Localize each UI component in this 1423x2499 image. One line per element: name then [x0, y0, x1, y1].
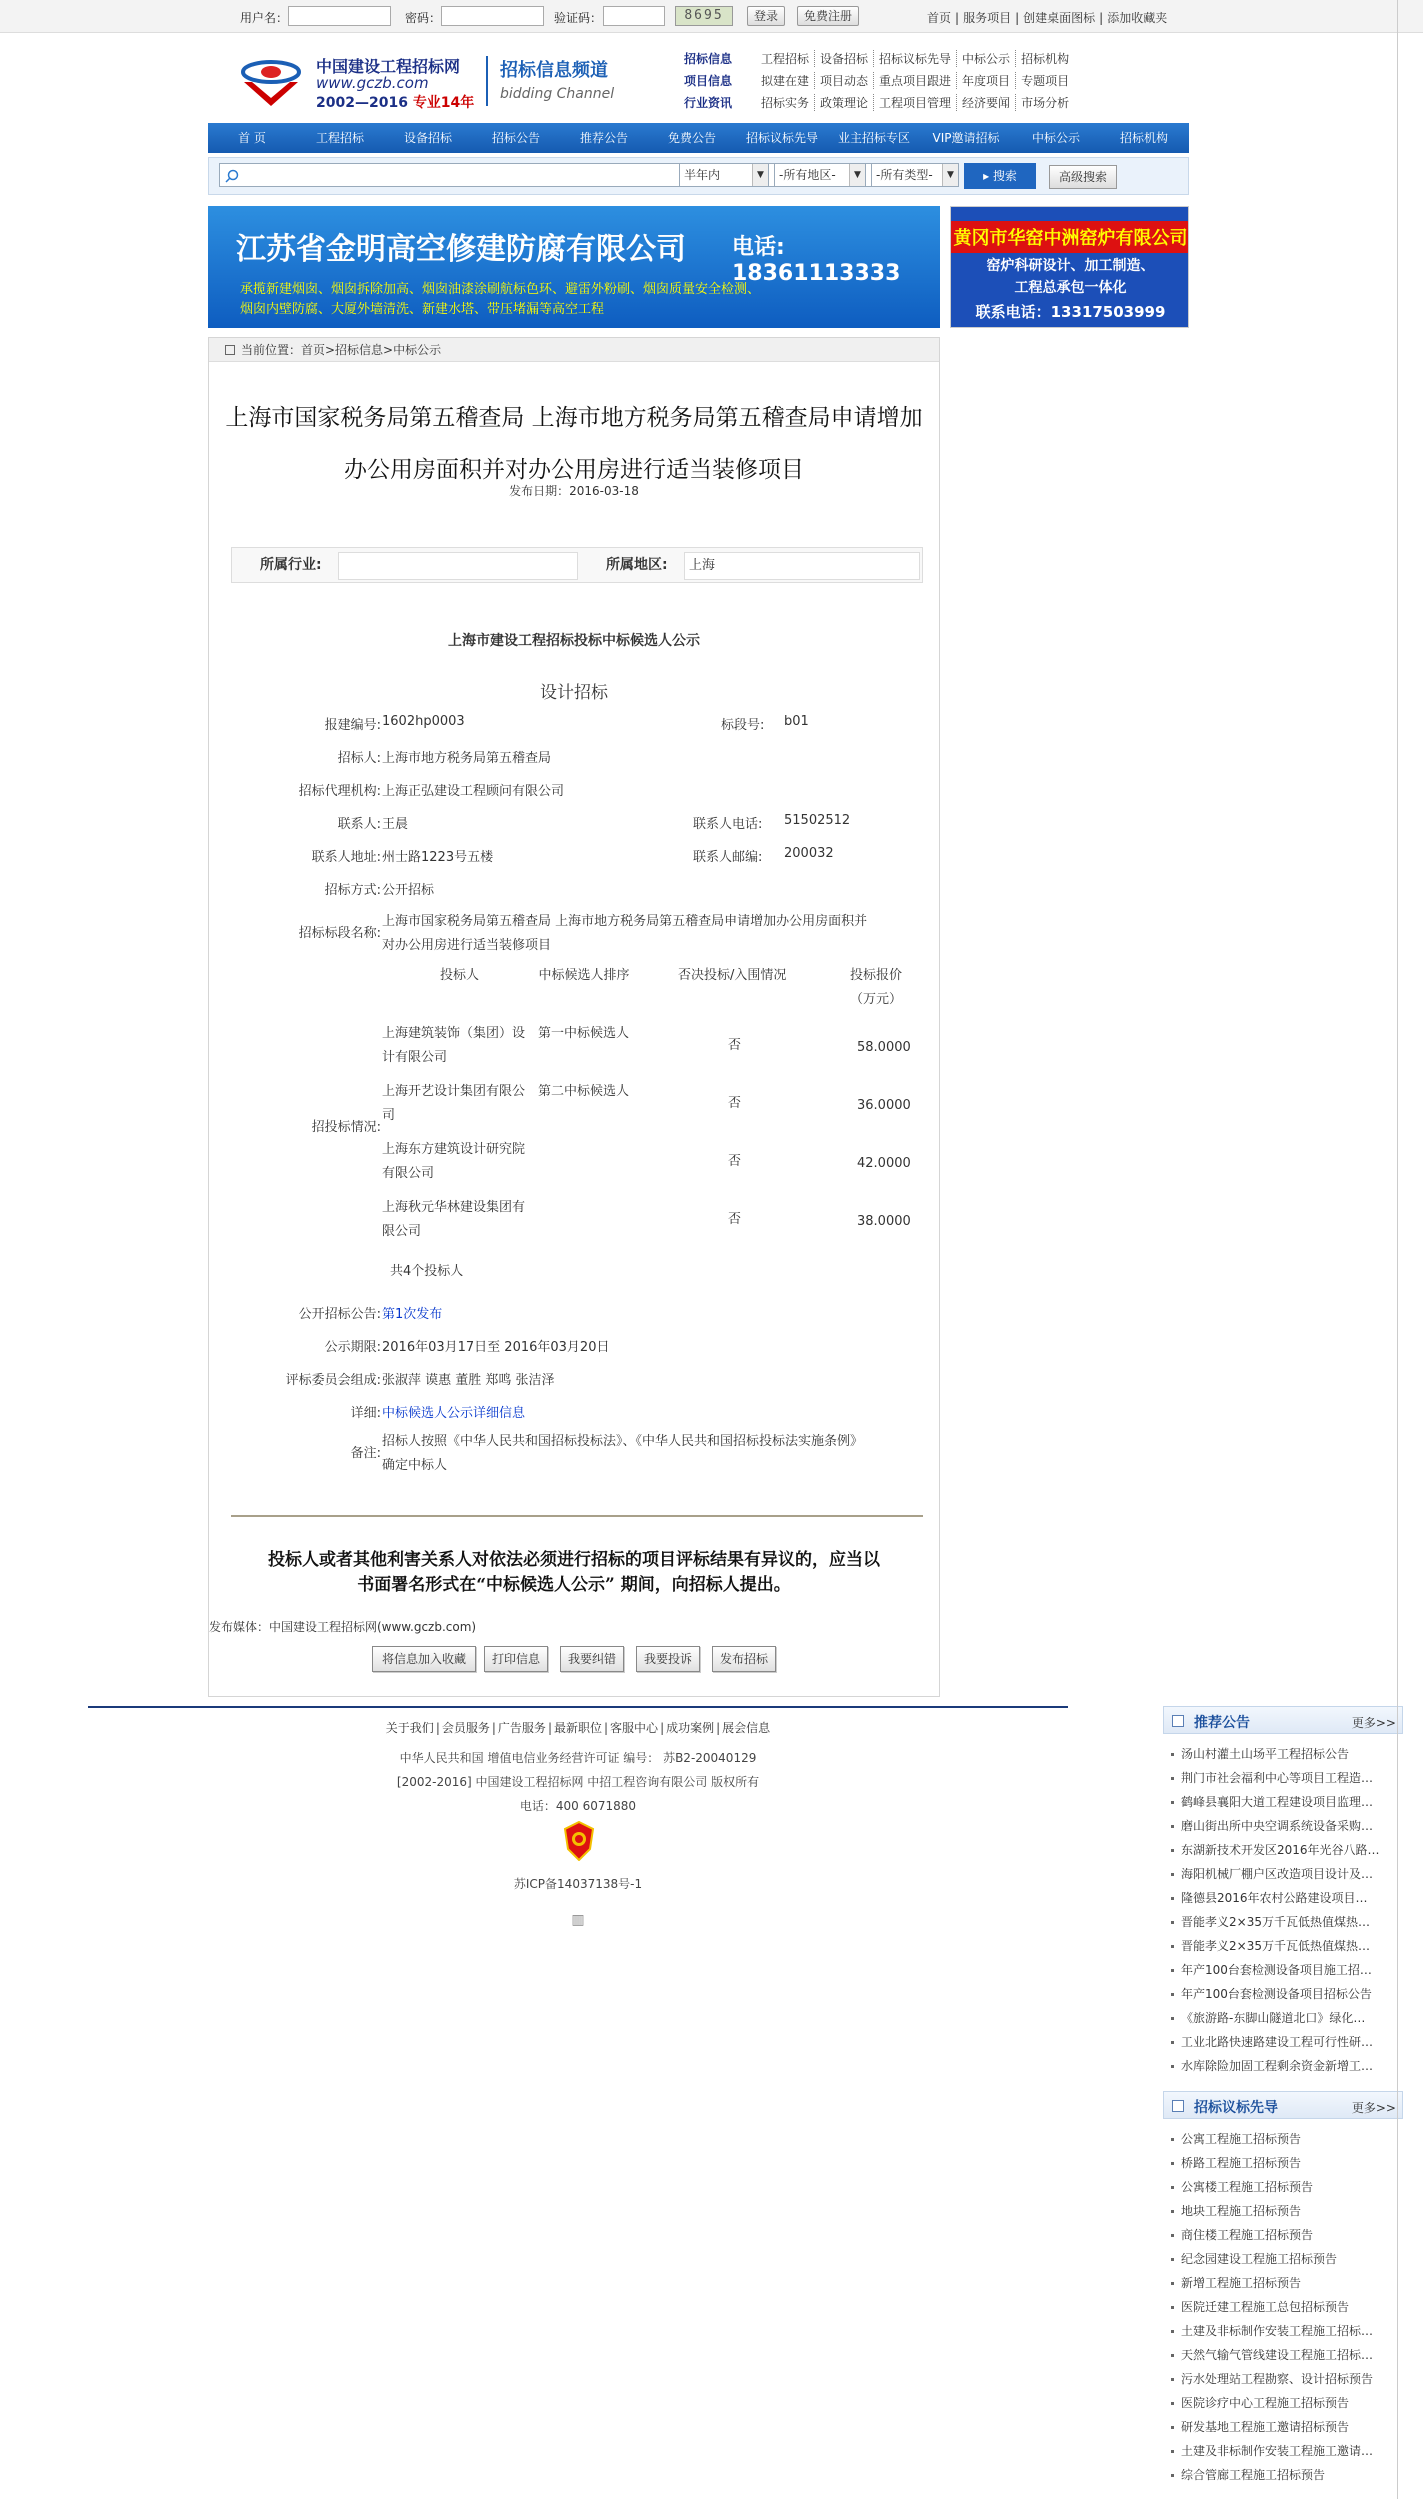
list-item[interactable]: 公寓工程施工招标预告 — [1169, 2127, 1403, 2151]
footer-license: 中华人民共和国 增值电信业务经营许可证 编号： 苏B2-20040129 — [399, 1751, 757, 1765]
breadcrumb: 当前位置：首页>招标信息>中标公示 — [209, 338, 939, 362]
list-item[interactable]: 隆德县2016年农村公路建设项目… — [1169, 1886, 1403, 1910]
site-logo[interactable] — [232, 50, 482, 114]
main-nav — [208, 123, 1189, 153]
phone-value: 51502512 — [784, 813, 851, 828]
bidder-price: 38.0000 — [857, 1214, 911, 1229]
region-value: 上海 — [684, 552, 920, 580]
chevron-down-icon: ▼ — [752, 164, 768, 186]
footer-links: 关于我们 | 会员服务 | 广告服务 | 最新职位 | 客服中心 | 成功案例 | 展会信息 — [385, 1721, 771, 1735]
field-label: 招标人: — [337, 751, 381, 766]
footer-link[interactable]: 展会信息 — [722, 1721, 771, 1735]
list-item[interactable]: 年产100台套检测设备项目施工招… — [1169, 1958, 1403, 1982]
chevron-down-icon: ▼ — [849, 164, 865, 186]
industry-label: 所属行业: — [260, 557, 322, 573]
field-label: 联系人: — [337, 817, 381, 832]
field-label: 报建编号: — [324, 718, 381, 733]
zip-value: 200032 — [784, 846, 834, 861]
main-nav-item[interactable]: 招标机构 — [1119, 131, 1168, 145]
top-link-services[interactable]: 服务项目 — [963, 11, 1012, 25]
banner-company: 江苏省金明高空修建防腐有限公司 — [236, 232, 686, 267]
footer-icp[interactable]: 苏ICP备14037138号-1 — [513, 1877, 643, 1891]
captcha-label: 验证码： — [554, 11, 603, 25]
list-item[interactable]: 商住楼工程施工招标预告 — [1169, 2223, 1403, 2247]
committee-value: 张淑萍 谟惠 董胜 郑鸣 张洁泽 — [382, 1373, 555, 1388]
nav-link[interactable]: 招标议标先导 — [874, 50, 957, 67]
nav-link[interactable]: 专题项目 — [1021, 74, 1070, 88]
list-item[interactable]: 东湖新技术开发区2016年光谷八路… — [1169, 1838, 1403, 1862]
banner-services: 承揽新建烟囱、烟囱拆除加高、烟囱油漆涂刷航标色环、避雷外粉刷、烟囱质量安全检测、 烟囱内壁防腐、大厦外墙清洗、新建水塔、带压堵漏等高空工程 — [240, 282, 761, 317]
bidder-rank: 第二中标候选人 — [538, 1084, 630, 1099]
channel-title — [486, 56, 656, 106]
nav-link[interactable]: 中标公示 — [957, 50, 1016, 67]
bidder-status: 否 — [728, 1212, 742, 1227]
main-nav-item[interactable]: 招标议标先导 — [745, 131, 818, 145]
field-label: 联系人邮编: — [693, 850, 763, 865]
nav-link[interactable]: 工程项目管理 — [874, 94, 957, 111]
reg-no-value: 1602hp0003 — [382, 714, 465, 729]
method-value: 公开招标 — [382, 883, 435, 898]
police-badge-icon[interactable] — [563, 1821, 595, 1861]
time-range-select[interactable]: 半年内 ▼ — [679, 163, 769, 187]
banner-services: 窑炉科研设计、加工制造、 工程总承包一体化 — [986, 258, 1155, 296]
recommend-title: 推荐公告 — [1194, 1715, 1250, 1731]
list-item[interactable]: 磨山街出所中央空调系统设备采购… — [1169, 1814, 1403, 1838]
logo-emblem-icon — [234, 54, 308, 108]
field-label: 公示期限: — [324, 1340, 381, 1355]
main-nav-item[interactable]: 免费公告 — [667, 131, 716, 145]
section-icon — [1172, 2100, 1184, 2112]
banner-phone: 联系电话：13317503999 — [975, 303, 1166, 321]
remark-value: 招标人按照《中华人民共和国招标投标法》、《中华人民共和国招标投标法实施条例》 确定中标人 — [382, 1434, 864, 1473]
list-item[interactable]: 荆门市社会福利中心等项目工程造… — [1169, 1766, 1403, 1790]
nav-link[interactable]: 年度项目 — [957, 72, 1016, 89]
footer-link[interactable]: 客服中心 — [610, 1721, 659, 1735]
main-nav-item[interactable]: 工程招标 — [315, 131, 364, 145]
list-item[interactable]: 工业北路快速路建设工程可行性研… — [1169, 2030, 1403, 2054]
bidder-name: 上海东方建筑设计研究院有限公司 — [382, 1142, 526, 1181]
type-select[interactable]: -所有类型- ▼ — [871, 163, 959, 187]
list-item[interactable]: 地块工程施工招标预告 — [1169, 2199, 1403, 2223]
field-label: 招标代理机构: — [298, 784, 381, 799]
pilot-title: 招标议标先导 — [1194, 2100, 1278, 2116]
complaint-button[interactable]: 我要投诉 — [636, 1646, 700, 1672]
list-item[interactable]: 公寓楼工程施工招标预告 — [1169, 2175, 1403, 2199]
footer-phone: 电话：400 6071880 — [519, 1799, 637, 1813]
section-icon — [1172, 1715, 1184, 1727]
add-favorite-button[interactable]: 将信息加入收藏 — [372, 1646, 476, 1672]
main-nav-item[interactable]: VIP邀请招标 — [932, 131, 1000, 145]
location-icon — [225, 345, 235, 355]
page-title: 上海市国家税务局第五稽查局 上海市地方税务局第五稽查局申请增加 办公用房面积并对办公用房进行适当装修项目 — [225, 405, 923, 483]
bidder-name: 上海开艺设计集团有限公司 — [382, 1084, 526, 1123]
field-label: 招标方式: — [324, 883, 381, 898]
footer-copyright: [2002-2016] 中国建设工程招标网 中招工程咨询有限公司 版权所有 — [396, 1775, 760, 1789]
field-label: 公开招标公告: — [298, 1307, 381, 1322]
bidder-total: 共4个投标人 — [390, 1264, 464, 1279]
nav-link[interactable]: 招标实务 — [756, 94, 815, 111]
report-error-button[interactable]: 我要纠错 — [560, 1646, 624, 1672]
logo-name: 中国建设工程招标网 — [316, 57, 461, 76]
channel-title-text: 招标信息频道 — [500, 60, 608, 81]
username-input[interactable] — [288, 6, 391, 26]
register-button[interactable]: 免费注册 — [797, 6, 859, 26]
main-nav-item[interactable]: 招标公告 — [491, 131, 540, 145]
nav-link[interactable]: 招标机构 — [1021, 52, 1070, 66]
nav-link[interactable]: 工程招标 — [756, 50, 815, 67]
nav-link[interactable]: 设备招标 — [815, 50, 874, 67]
search-bar — [208, 157, 1189, 195]
top-links: 首页 | 服务项目 | 创建桌面图标 | 添加收藏夹 — [927, 11, 1168, 25]
list-item[interactable]: 天然气输气管线建设工程施工招标… — [1169, 2343, 1403, 2367]
list-item[interactable]: 晋能孝义2×35万千瓦低热值煤热… — [1169, 1910, 1403, 1934]
publish-bid-button[interactable]: 发布招标 — [712, 1646, 776, 1672]
chevron-down-icon: ▼ — [942, 164, 958, 186]
list-item[interactable]: 晋能孝义2×35万千瓦低热值煤热… — [1169, 1934, 1403, 1958]
article-panel — [208, 337, 940, 1697]
nav-link[interactable]: 经济要闻 — [957, 94, 1016, 111]
nav-head-industry-news[interactable]: 行业资讯 — [684, 96, 733, 110]
ad-banner-left[interactable] — [208, 206, 940, 328]
bidder-price: 58.0000 — [857, 1040, 911, 1055]
bidder-name: 上海秋元华林建设集团有限公司 — [382, 1200, 526, 1239]
footer-link[interactable]: 会员服务 — [441, 1721, 490, 1735]
field-label: 详细: — [350, 1406, 381, 1421]
field-label: 招标标段名称: — [298, 926, 381, 941]
footer-divider — [88, 1706, 1068, 1708]
list-item[interactable]: 土建及非标制作安装工程施工招标… — [1169, 2319, 1403, 2343]
footer-link[interactable]: 关于我们 — [385, 1721, 434, 1735]
table-header: 投标人 — [440, 968, 480, 983]
list-item[interactable]: 医院诊疗中心工程施工招标预告 — [1169, 2391, 1403, 2415]
captcha-image[interactable]: 8695 — [675, 6, 733, 26]
list-item[interactable]: 土建及非标制作安装工程施工邀请… — [1169, 2439, 1403, 2463]
top-link-favorites[interactable]: 添加收藏夹 — [1107, 11, 1168, 25]
nav-link[interactable]: 市场分析 — [1021, 96, 1070, 110]
publish-media: 发布媒体：中国建设工程招标网(www.gczb.com) — [209, 1620, 477, 1634]
list-item[interactable]: 鹤峰县襄阳大道工程建设项目监理… — [1169, 1790, 1403, 1814]
list-item[interactable]: 汤山村灌土山场平工程招标公告 — [1169, 1742, 1403, 1766]
category-nav-grid — [684, 50, 1134, 116]
tenderer-value: 上海市地方税务局第五稽查局 — [382, 751, 552, 766]
password-label: 密码： — [405, 11, 442, 25]
table-header: 投标报价（万元） — [849, 968, 902, 1007]
list-item[interactable]: 桥路工程施工招标预告 — [1169, 2151, 1403, 2175]
field-label: 招投标情况: — [311, 1120, 381, 1135]
nav-link[interactable]: 政策理论 — [815, 94, 874, 111]
list-item[interactable]: 研发基地工程施工邀请招标预告 — [1169, 2415, 1403, 2439]
bidder-status: 否 — [728, 1154, 742, 1169]
table-header: 否决投标/入围情况 — [678, 968, 787, 983]
search-button[interactable]: ▸ 搜索 — [964, 163, 1036, 189]
more-link[interactable]: 更多>> — [1351, 2101, 1396, 2115]
nav-link[interactable]: 重点项目跟进 — [874, 72, 957, 89]
period-value: 2016年03月17日至 2016年03月20日 — [382, 1340, 610, 1355]
top-link-home[interactable]: 首页 — [927, 11, 952, 25]
info-box — [231, 547, 923, 583]
divider — [231, 1515, 923, 1517]
list-item[interactable]: 年产100台套检测设备项目招标公告 — [1169, 1982, 1403, 2006]
objection-notice: 投标人或者其他利害关系人对依法必须进行招标的项目评标结果有异议的，应当以 书面署名形式在“中标候选人公示” 期间，向招标人提出。 — [268, 1550, 880, 1595]
bidder-rank: 第一中标候选人 — [538, 1026, 630, 1041]
page-edge-divider — [1397, 0, 1398, 2499]
login-button[interactable]: 登录 — [747, 6, 785, 26]
banner-company: 黄冈市华窑中洲窑炉有限公司 — [951, 221, 1189, 253]
agency-value: 上海正弘建设工程顾问有限公司 — [382, 784, 565, 799]
recommend-panel — [1163, 1706, 1403, 2078]
banner-phone: 电话: 18361113333 — [732, 235, 901, 286]
detail-link[interactable]: 中标候选人公示详细信息 — [382, 1406, 526, 1421]
footer-link[interactable]: 广告服务 — [497, 1721, 546, 1735]
bidder-price: 42.0000 — [857, 1156, 911, 1171]
captcha-input[interactable] — [603, 6, 665, 26]
list-item[interactable]: 医院迁建工程施工总包招标预告 — [1169, 2295, 1403, 2319]
list-item[interactable]: 海阳机械厂棚户区改造项目设计及… — [1169, 1862, 1403, 1886]
field-label: 联系人地址: — [311, 850, 381, 865]
section-value: b01 — [784, 714, 809, 729]
bidder-status: 否 — [728, 1096, 742, 1111]
field-label: 联系人电话: — [693, 817, 763, 832]
top-link-desktop-icon[interactable]: 创建桌面图标 — [1023, 11, 1096, 25]
main-nav-item[interactable]: 业主招标专区 — [837, 131, 910, 145]
logo-years: 2002—2016 专业14年 — [316, 95, 475, 111]
table-header: 中标候选人排序 — [538, 968, 630, 983]
industry-value — [338, 552, 578, 580]
region-label: 所属地区: — [606, 557, 668, 573]
notice-link[interactable]: 第1次发布 — [382, 1307, 443, 1322]
nav-link[interactable]: 项目动态 — [815, 72, 874, 89]
password-input[interactable] — [441, 6, 544, 26]
bidder-name: 上海建筑装饰（集团）设计有限公司 — [382, 1026, 526, 1065]
pilot-panel — [1163, 2091, 1403, 2487]
ad-banner-right[interactable] — [950, 206, 1189, 328]
advanced-search-button[interactable]: 高级搜索 — [1049, 165, 1117, 189]
field-label: 备注: — [350, 1446, 381, 1461]
print-button[interactable]: 打印信息 — [484, 1646, 548, 1672]
nav-head-bid-info[interactable]: 招标信息 — [684, 52, 733, 66]
section-name-value: 上海市国家税务局第五稽查局 上海市地方税务局第五稽查局申请增加办公用房面积并 对办公用房进行适当装修项目 — [382, 914, 868, 953]
field-label: 标段号: — [721, 718, 765, 733]
main-nav-item[interactable]: 推荐公告 — [579, 131, 628, 145]
footer-link[interactable]: 最新职位 — [553, 1721, 602, 1735]
region-select[interactable]: -所有地区- ▼ — [774, 163, 866, 187]
list-item[interactable]: 新增工程施工招标预告 — [1169, 2271, 1403, 2295]
main-nav-item[interactable]: 设备招标 — [403, 131, 452, 145]
recommend-header — [1163, 1706, 1403, 1734]
list-item[interactable]: 污水处理站工程勘察、设计招标预告 — [1169, 2367, 1403, 2391]
address-value: 州士路1223号五楼 — [382, 850, 494, 865]
stats-icon[interactable]: ▥ — [571, 1912, 585, 1928]
publish-date: 发布日期：2016-03-18 — [509, 484, 639, 498]
footer-link[interactable]: 成功案例 — [666, 1721, 715, 1735]
list-item[interactable]: 综合管廊工程施工招标预告 — [1169, 2463, 1403, 2487]
notice-subtitle: 上海市建设工程招标投标中标候选人公示 — [448, 633, 700, 649]
main-nav-home[interactable]: 首 页 — [238, 131, 266, 145]
search-icon — [224, 168, 240, 184]
top-login-bar — [0, 0, 1423, 33]
nav-head-project-info[interactable]: 项目信息 — [684, 74, 733, 88]
pilot-header — [1163, 2091, 1403, 2119]
field-label: 评标委员会组成: — [285, 1373, 381, 1388]
logo-url: www.gczb.com — [316, 74, 429, 92]
list-item[interactable]: 纪念园建设工程施工招标预告 — [1169, 2247, 1403, 2271]
list-item[interactable]: 水库除险加固工程剩余资金新增工… — [1169, 2054, 1403, 2078]
bidder-price: 36.0000 — [857, 1098, 911, 1113]
bidder-status: 否 — [728, 1038, 742, 1053]
contact-value: 王晨 — [382, 817, 409, 832]
more-link[interactable]: 更多>> — [1351, 1716, 1396, 1730]
main-nav-item[interactable]: 中标公示 — [1031, 131, 1080, 145]
nav-link[interactable]: 拟建在建 — [756, 72, 815, 89]
list-item[interactable]: 《旅游路-东脚山隧道北口》绿化… — [1169, 2006, 1403, 2030]
project-type: 设计招标 — [540, 683, 608, 703]
username-label: 用户名： — [240, 11, 289, 25]
channel-subtitle: bidding Channel — [500, 86, 615, 102]
